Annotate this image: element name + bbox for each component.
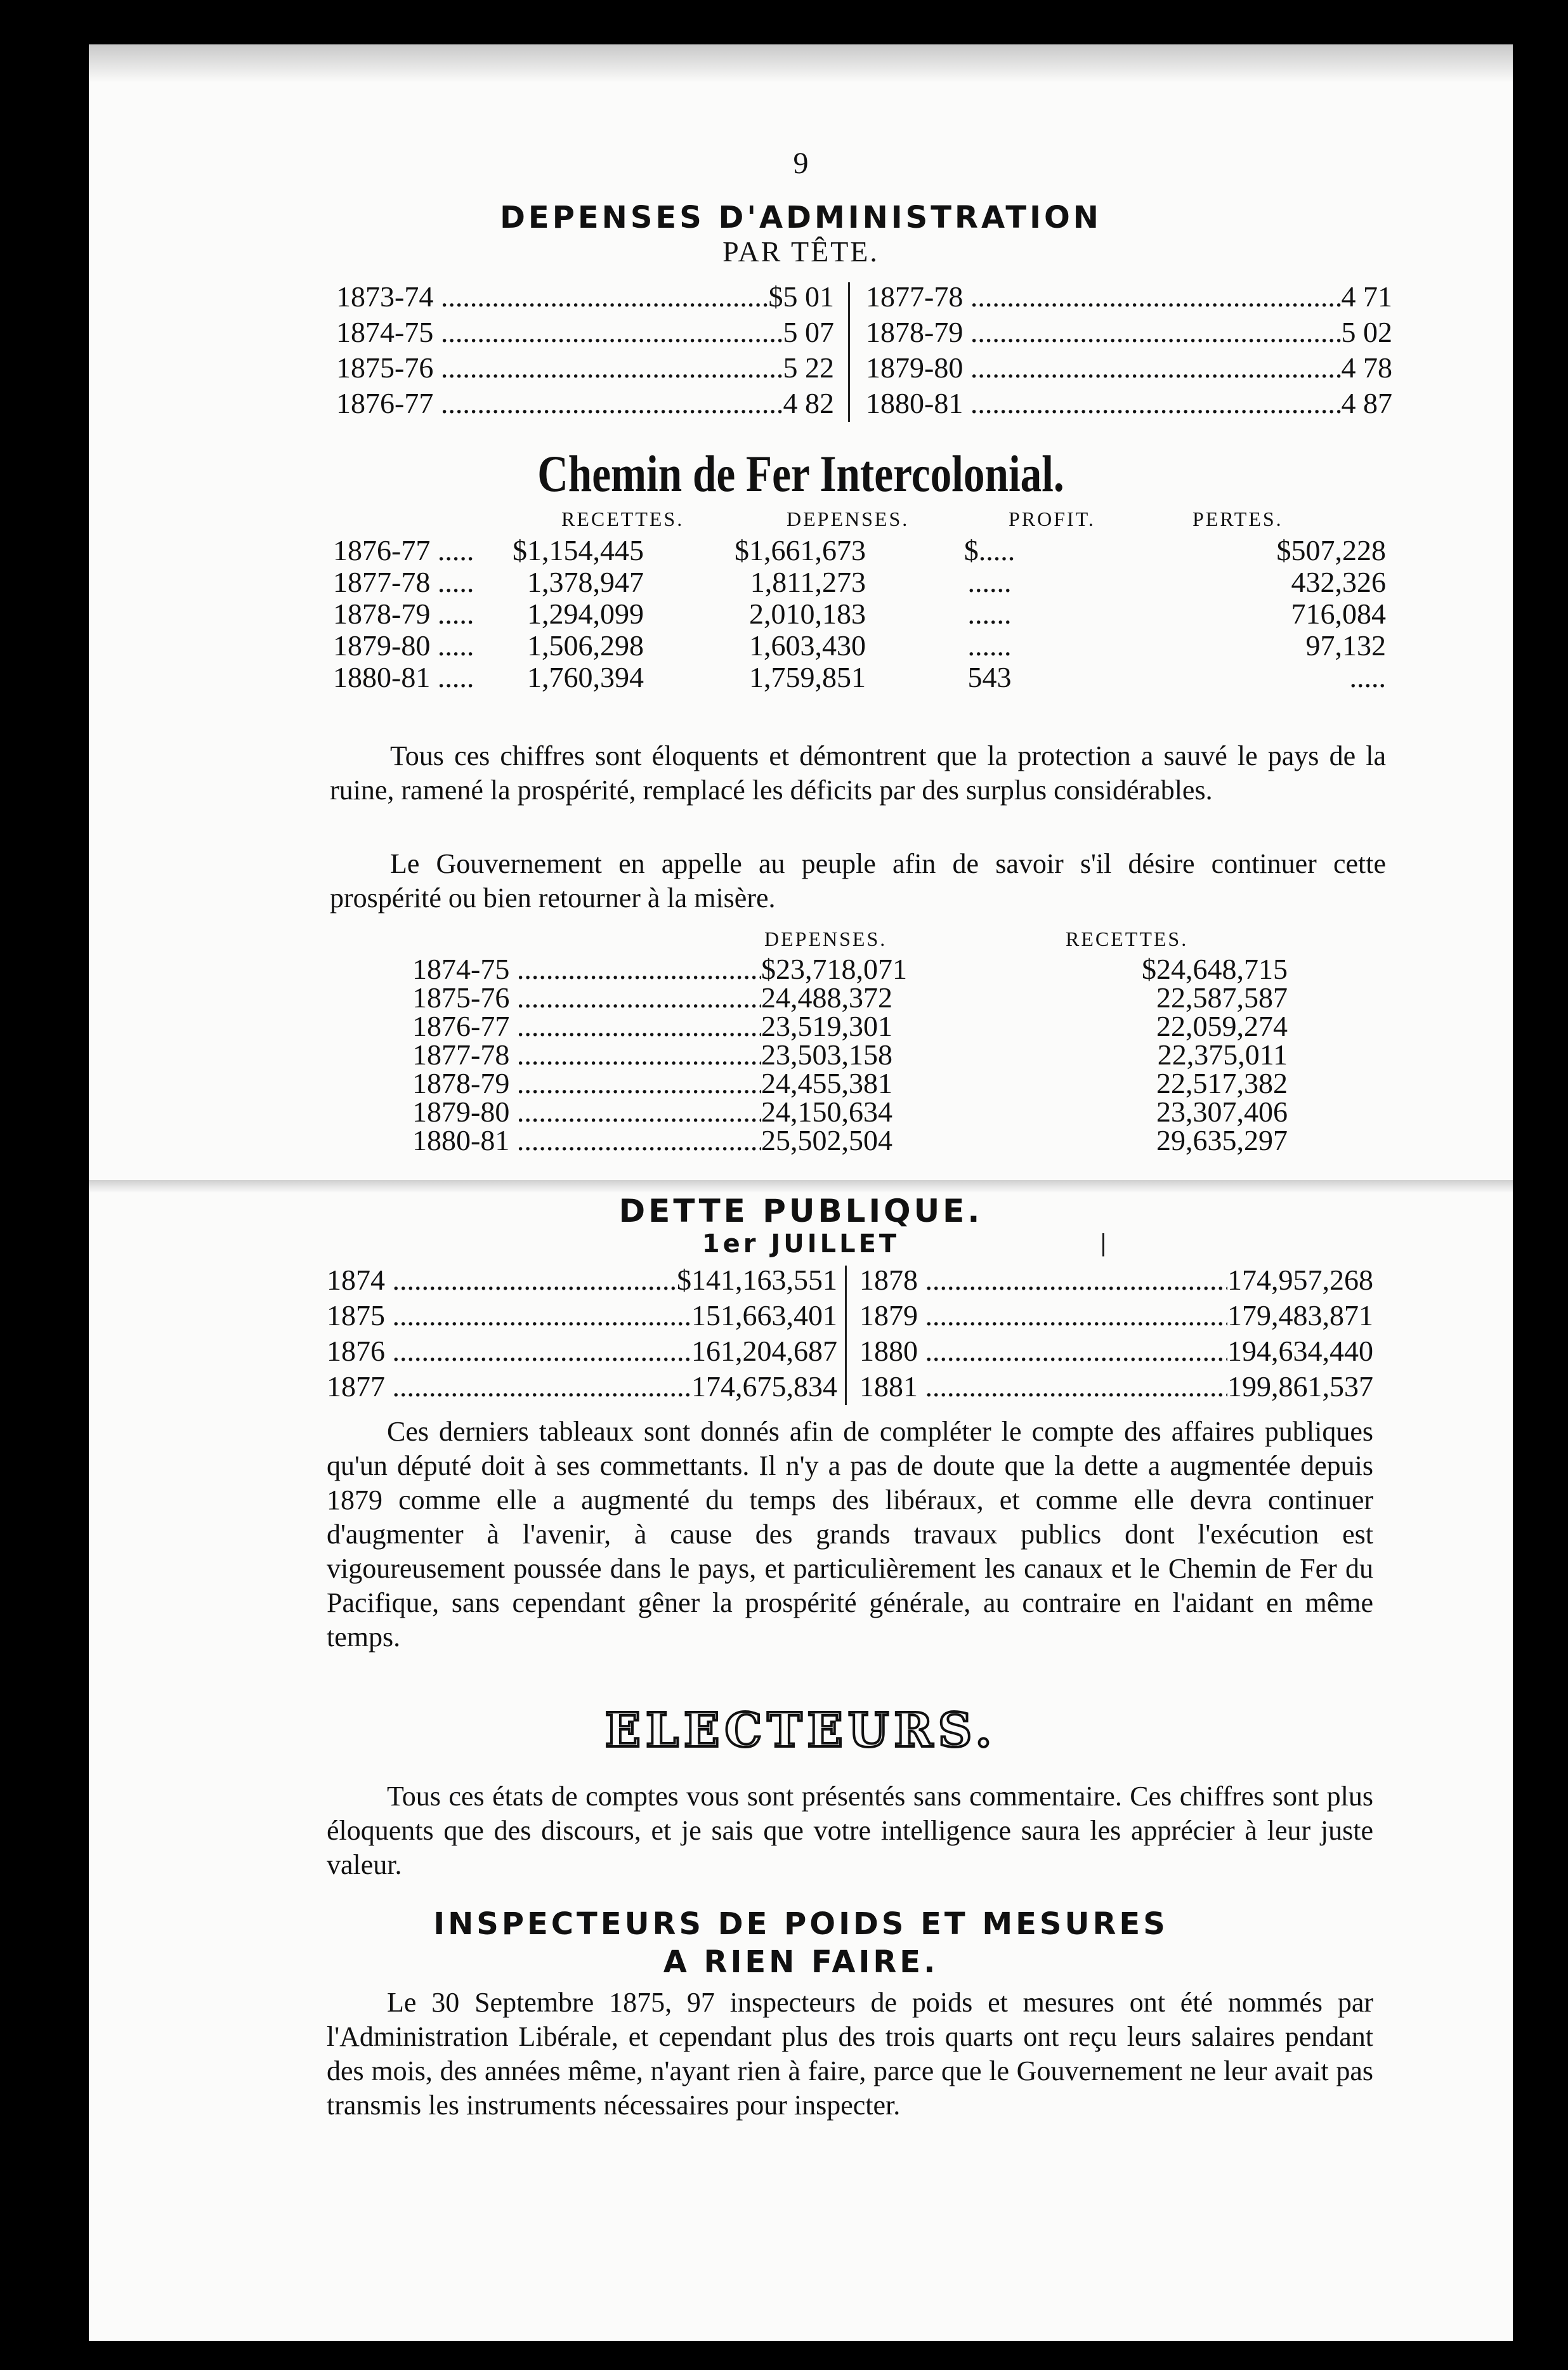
section-title-dette: DETTE PUBLIQUE. <box>618 1193 983 1229</box>
page-fold <box>89 1180 1513 1193</box>
document-page <box>89 44 1513 2341</box>
table-row <box>327 1298 837 1333</box>
table-row <box>866 315 1392 350</box>
cell-depenses: 24,150,634 <box>761 1096 892 1128</box>
table-row <box>859 1262 1373 1298</box>
table-row <box>412 1123 1288 1158</box>
row-value: 4 87 <box>1341 387 1392 419</box>
column-divider <box>845 1266 847 1405</box>
cell-depenses: $23,718,071 <box>761 953 907 985</box>
row-label: 1880-81 ..... <box>866 386 1342 421</box>
table-row <box>866 350 1392 386</box>
column-header: PERTES. <box>1192 507 1283 530</box>
section-subtitle-par-tete: PAR TÊTE. <box>722 235 879 268</box>
cell-profit: ...... <box>967 629 1012 662</box>
row-label: 1876-77 ..... <box>333 533 476 568</box>
cell-profit: ...... <box>967 566 1012 598</box>
column-divider <box>848 282 850 422</box>
cell-depenses: 1,811,273 <box>750 566 866 598</box>
row-label: 1879-80 ..... <box>866 350 1342 386</box>
table-row <box>327 1369 837 1404</box>
row-value: 4 82 <box>783 387 834 419</box>
row-value: 4 71 <box>1341 280 1392 313</box>
cell-recettes: 22,587,587 <box>1156 981 1288 1014</box>
paragraph: Ces derniers tableaux sont donnés afin de compléter le compte des affaires publiques qu'un député doit à ses commettants. Il n'y a pas de doute que la dette a augmentée depuis 1879 comme elle a augmenté du temps des libéraux, et comme elle devra continuer d'augmenter à l'avenir, à cause des grands travaux publics dont l'exécution est vigoureusement poussée dans le pays, et particulièrement les canaux et le Chemin de Fer du Pacifique, sans cependant gêner la prospérité générale, au contraire en l'aidant en même temps. <box>327 1416 1373 1653</box>
table-row <box>333 533 1386 568</box>
paragraph: Le 30 Septembre 1875, 97 inspecteurs de poids et mesures ont été nommés par l'Administration Libérale, et cependant plus des trois quarts ont reçu leurs salaires pendant des mois, des années même, n'ayant rien à faire, parce que le Gouvernement ne leur avait pas transmis les instruments nécessaires pour inspecter. <box>327 1987 1373 2121</box>
table-row <box>333 596 1386 632</box>
paragraph: Tous ces chiffres sont éloquents et démontrent que la protection a sauvé le pays de la ruine, ramené la prospérité, remplacé les déficits par des surplus considérables. <box>330 740 1386 806</box>
section-title-electeurs: ELECTEURS. <box>604 1703 997 1758</box>
section-subtitle-juillet: 1er JUILLET <box>702 1229 900 1259</box>
row-value: $5 01 <box>768 280 834 313</box>
row-label: 1881 ..... <box>859 1369 1227 1404</box>
section-title-depenses: DEPENSES D'ADMINISTRATION <box>500 200 1102 235</box>
cell-recettes: 22,059,274 <box>1156 1010 1288 1042</box>
row-label: 1878 ..... <box>859 1262 1227 1298</box>
row-value: 174,957,268 <box>1227 1264 1373 1296</box>
cell-profit: ...... <box>967 598 1012 630</box>
cell-recettes: 1,760,394 <box>527 661 644 693</box>
cell-pertes: ..... <box>1349 661 1386 693</box>
row-label: 1875 ..... <box>327 1298 691 1333</box>
row-label: 1876-77 ..... <box>336 386 783 421</box>
cell-recettes: 22,375,011 <box>1157 1038 1288 1071</box>
row-value: 4 78 <box>1341 351 1392 384</box>
table-row <box>859 1369 1373 1404</box>
row-label: 1878-79 ..... <box>412 1066 761 1101</box>
section-title-rien-faire: A RIEN FAIRE. <box>663 1944 939 1980</box>
cell-depenses: 23,503,158 <box>761 1038 892 1071</box>
page-number: 9 <box>793 147 809 180</box>
cell-recettes: $1,154,445 <box>513 534 644 566</box>
row-label: 1877-78 ..... <box>866 279 1342 315</box>
cell-depenses: 1,759,851 <box>749 661 866 693</box>
column-header: DEPENSES. <box>787 507 910 530</box>
table-row <box>336 386 834 421</box>
cell-profit: $..... <box>964 534 1016 566</box>
column-header: RECETTES. <box>561 507 684 530</box>
row-value: 161,204,687 <box>691 1335 837 1367</box>
row-value: 5 02 <box>1341 316 1392 348</box>
row-value: 151,663,401 <box>691 1299 837 1332</box>
row-label: 1879 ..... <box>859 1298 1227 1333</box>
row-label: 1878-79 ..... <box>333 596 476 632</box>
cell-depenses: $1,661,673 <box>735 534 866 566</box>
cell-pertes: 97,132 <box>1305 629 1386 662</box>
cell-recettes: 1,378,947 <box>527 566 644 598</box>
cell-depenses: 24,488,372 <box>761 981 892 1014</box>
row-label: 1877-78 ..... <box>333 565 476 600</box>
row-label: 1879-80 ..... <box>412 1094 761 1130</box>
cell-recettes: $24,648,715 <box>1142 953 1288 985</box>
row-label: 1880-81 ..... <box>412 1123 761 1158</box>
cell-pertes: $507,228 <box>1276 534 1386 566</box>
row-label: 1876 ..... <box>327 1333 691 1369</box>
cell-pertes: 432,326 <box>1291 566 1386 598</box>
cell-depenses: 1,603,430 <box>749 629 866 662</box>
row-label: 1874-75 ..... <box>412 952 761 987</box>
cell-depenses: 23,519,301 <box>761 1010 892 1042</box>
row-value: 199,861,537 <box>1227 1370 1373 1403</box>
table-row <box>333 660 1386 695</box>
table-row <box>866 279 1392 315</box>
table-row <box>327 1333 837 1369</box>
row-value: 5 22 <box>783 351 834 384</box>
row-label: 1877-78 ..... <box>412 1037 761 1073</box>
column-header: RECETTES. <box>1066 927 1189 950</box>
row-label: 1880 ..... <box>859 1333 1227 1369</box>
table-row <box>333 565 1386 600</box>
row-label: 1878-79 ..... <box>866 315 1342 350</box>
row-label: 1877 ..... <box>327 1369 691 1404</box>
cell-profit: 543 <box>967 661 1012 693</box>
table-row <box>336 279 834 315</box>
column-header: DEPENSES. <box>764 927 887 950</box>
row-value: 174,675,834 <box>691 1370 837 1403</box>
cell-depenses: 24,455,381 <box>761 1067 892 1099</box>
cell-recettes: 1,294,099 <box>527 598 644 630</box>
table-row <box>336 315 834 350</box>
paragraph: Le Gouvernement en appelle au peuple afin de savoir s'il désire continuer cette prospérité ou bien retourner à la misère. <box>330 848 1386 913</box>
row-label: 1879-80 ..... <box>333 628 476 664</box>
table-row <box>327 1262 837 1298</box>
table-row <box>859 1333 1373 1369</box>
row-label: 1875-76 ..... <box>336 350 783 386</box>
table-row <box>866 386 1392 421</box>
section-title-inspecteurs: INSPECTEURS DE POIDS ET MESURES <box>433 1906 1168 1942</box>
cell-pertes: 716,084 <box>1291 598 1386 630</box>
row-label: 1876-77 ..... <box>412 1009 761 1044</box>
paragraph: Tous ces états de comptes vous sont présentés sans commentaire. Ces chiffres sont plus éloquents que des discours, et je sais que votre intelligence saura les apprécier à leur juste valeur. <box>327 1781 1373 1880</box>
row-label: 1873-74 ..... <box>336 279 769 315</box>
row-value: $141,163,551 <box>677 1264 837 1296</box>
row-value: 194,634,440 <box>1227 1335 1373 1367</box>
table-row <box>333 628 1386 664</box>
table-row <box>336 350 834 386</box>
cell-recettes: 29,635,297 <box>1156 1124 1288 1156</box>
row-label: 1880-81 ..... <box>333 660 476 695</box>
row-value: 179,483,871 <box>1227 1299 1373 1332</box>
column-header: PROFIT. <box>1009 507 1095 530</box>
row-label: 1875-76 ..... <box>412 980 761 1016</box>
row-label: 1874-75 ..... <box>336 315 783 350</box>
cell-depenses: 2,010,183 <box>749 598 866 630</box>
page-edge-shadow <box>89 44 1513 82</box>
cell-depenses: 25,502,504 <box>761 1124 892 1156</box>
cell-recettes: 22,517,382 <box>1156 1067 1288 1099</box>
cell-recettes: 23,307,406 <box>1156 1096 1288 1128</box>
row-label: 1874 ..... <box>327 1262 677 1298</box>
cell-recettes: 1,506,298 <box>527 629 644 662</box>
section-title-chemin-de-fer: Chemin de Fer Intercolonial. <box>537 445 1064 502</box>
row-value: 5 07 <box>783 316 834 348</box>
stray-mark: | <box>1101 1228 1106 1257</box>
table-row <box>859 1298 1373 1333</box>
